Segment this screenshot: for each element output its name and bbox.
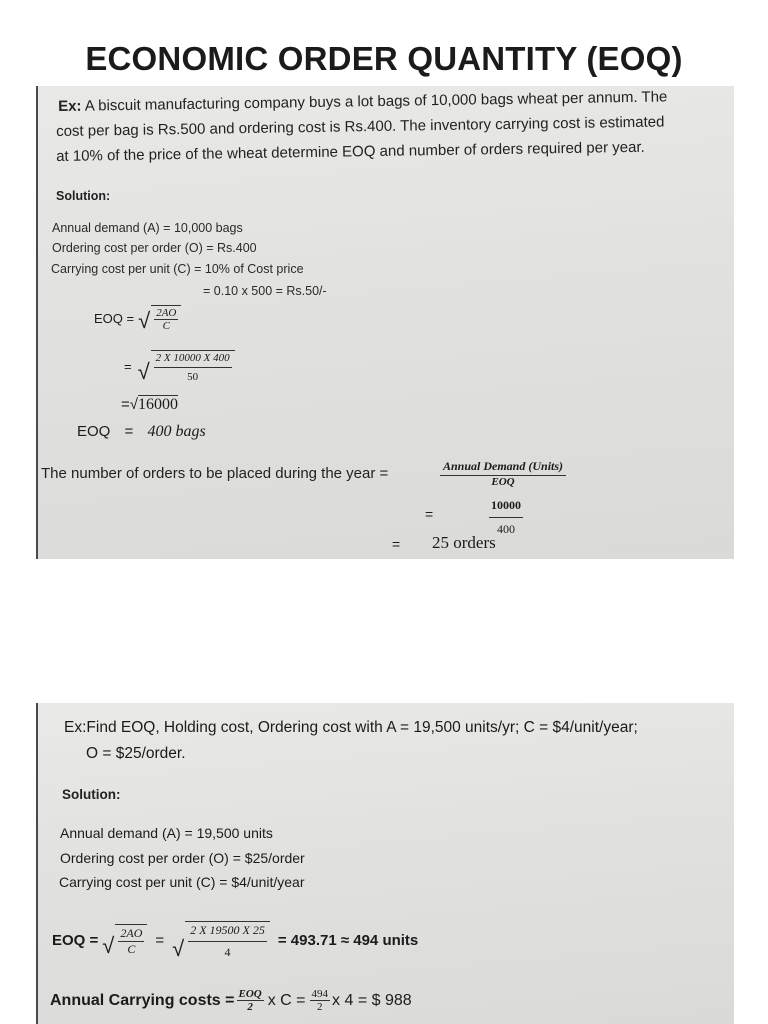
example-1-problem-line-2: cost per bag is Rs.500 and ordering cost is Rs.400. The inventory carrying cost is estimated <box>56 113 665 140</box>
example-2-eoq-formula <box>52 921 418 960</box>
example-1-label: Ex: <box>58 97 82 115</box>
page-title: ECONOMIC ORDER QUANTITY (EOQ) <box>85 40 683 77</box>
example-1-root-step: =√16000 <box>121 396 178 413</box>
example-2-sub-denominator: 4 <box>224 945 231 959</box>
photo-2-left-border <box>36 703 38 1024</box>
example-2-carry-tail: x 4 = $ 988 <box>332 991 412 1009</box>
example-2-equals: = <box>155 932 165 949</box>
sqrt-icon: √ <box>102 933 115 958</box>
sqrt-icon: √ <box>137 359 150 384</box>
example-1-sqrt <box>138 305 181 332</box>
example-2-carry-numerator-2: 494 <box>311 988 329 1000</box>
example-2-sub-numerator: 2 X 19500 X 25 <box>188 923 267 942</box>
example-2-formula-numerator: 2AO <box>120 926 143 940</box>
example-1-carrying-cost-calc: = 0.10 x 500 = Rs.50/- <box>203 284 327 298</box>
example-2-carry-denominator-1: 2 <box>247 1001 253 1013</box>
example-2-formula-denominator: C <box>127 942 136 956</box>
example-1-formula-numerator: 2AO <box>156 307 177 319</box>
example-1-orders-result: 25 orders <box>432 533 496 552</box>
example-1-orders-denominator-2: 400 <box>497 522 515 536</box>
example-2-given-ordering-cost: Ordering cost per order (O) = $25/order <box>60 850 305 866</box>
example-2-carrying-cost-line <box>50 988 412 1013</box>
example-2-result: = 493.71 ≈ 494 units <box>277 932 419 949</box>
example-1-sub-numerator: 2 X 10000 X 400 <box>154 352 232 368</box>
sqrt-icon: √ <box>138 308 151 333</box>
example-2-given-carrying-cost: Carrying cost per unit (C) = $4/unit/year <box>59 874 305 890</box>
example-2-problem-line-2: O = $25/order. <box>86 745 186 762</box>
example-1-formula-denominator: C <box>162 320 170 332</box>
example-1-root-value: 16000 <box>138 396 178 413</box>
example-2-carry-denominator-2: 2 <box>317 1001 323 1013</box>
example-1-eoq-label: EOQ = <box>94 311 135 326</box>
example-1-eoq-formula <box>94 305 181 332</box>
example-1-substitution <box>124 350 235 383</box>
example-1-solution-label: Solution: <box>56 189 111 203</box>
example-1-orders-equals-2: = <box>425 506 434 522</box>
example-2-label: Ex: <box>64 719 87 736</box>
example-2-problem-line-1: Ex:Find EOQ, Holding cost, Ordering cost with A = 19,500 units/yr; C = $4/unit/year; <box>64 719 638 736</box>
example-1-orders-text: The number of orders to be placed during the year = <box>41 465 389 482</box>
example-1-given-carrying-cost: Carrying cost per unit (C) = 10% of Cost price <box>51 262 304 276</box>
example-2-eoq-label: EOQ = <box>52 932 99 949</box>
example-1-orders-denominator: EOQ <box>491 476 515 488</box>
example-1-orders-equals-3: = <box>392 536 401 552</box>
example-1-result-value: 400 bags <box>147 423 206 440</box>
example-2-solution-label: Solution: <box>62 787 121 802</box>
example-2-given-annual-demand: Annual demand (A) = 19,500 units <box>60 825 273 841</box>
example-2-carry-label: Annual Carrying costs = <box>50 991 235 1009</box>
example-1-problem-line-3: at 10% of the price of the wheat determine EOQ and number of orders required per year. <box>56 138 645 165</box>
example-2-carry-numerator-1: EOQ <box>238 988 262 1000</box>
example-1-orders-numerator-2: 10000 <box>489 498 523 518</box>
example-1-sub-denominator: 50 <box>187 371 199 383</box>
example-1-orders-numerator: Annual Demand (Units) <box>440 459 566 476</box>
sqrt-icon: √ <box>172 936 185 961</box>
example-1-sub-equals: = <box>124 359 132 374</box>
example-1-given-ordering-cost: Ordering cost per order (O) = Rs.400 <box>52 241 257 255</box>
example-1-given-annual-demand: Annual demand (A) = 10,000 bags <box>52 221 243 235</box>
example-1-orders-fraction <box>440 459 566 488</box>
example-1-result: EOQ = 400 bags <box>77 423 206 440</box>
photo-1-left-border <box>36 86 38 559</box>
example-1-problem-line-1: Ex: A biscuit manufacturing company buys a lot bags of 10,000 bags wheat per annum. The <box>58 88 668 115</box>
example-1-orders-fraction-2 <box>489 498 523 537</box>
example-2-carry-mid: x C = <box>267 991 306 1009</box>
